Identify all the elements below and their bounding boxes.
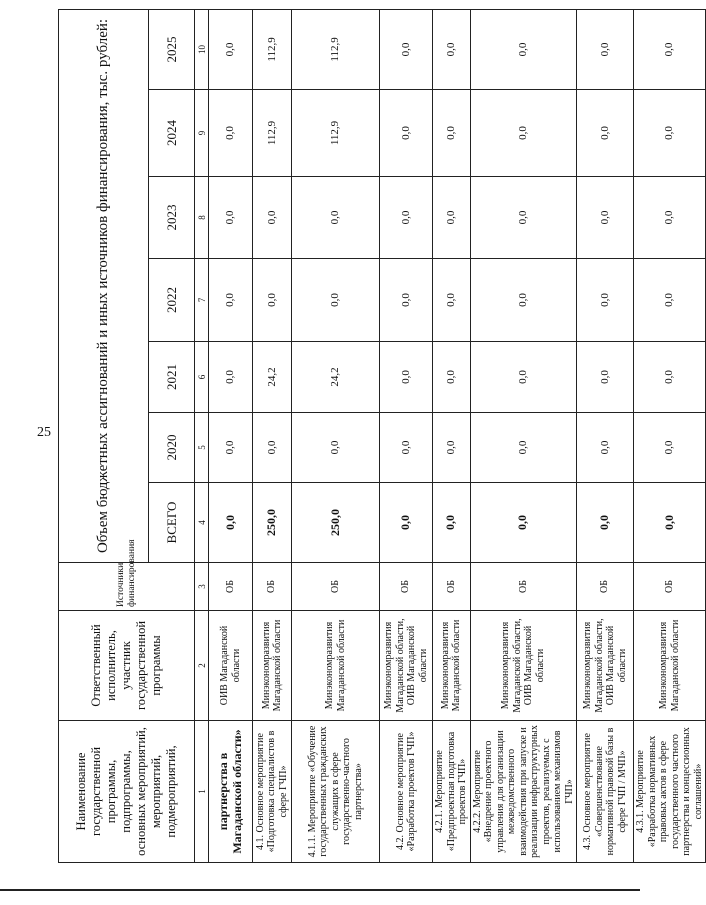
table-row xyxy=(292,9,380,862)
row-value: 0,0 xyxy=(634,259,706,342)
row-value: 0,0 xyxy=(470,9,577,89)
row-value: 0,0 xyxy=(433,413,471,483)
row-value: 0,0 xyxy=(577,342,634,413)
table-row xyxy=(209,9,253,862)
header-responsible: Ответственный исполнитель, участник государственной программы xyxy=(59,611,195,721)
row-name: 4.2.2. Мероприятие «Внедрение проектного управления для организации межведомственного взаимодействия при запуске и реализации инфраструктурных проектов, реализуемых с использованием механизмов ГЧП» xyxy=(470,721,577,863)
column-number: 8 xyxy=(195,177,209,259)
header-year: 2021 xyxy=(149,342,195,413)
row-value: 0,0 xyxy=(577,259,634,342)
header-name: Наименование государственной программы, подпрограммы, основных мероприятий, мероприятий, подмероприятий, xyxy=(59,721,195,863)
row-value: 0,0 xyxy=(634,342,706,413)
table-row xyxy=(577,9,634,862)
row-responsible: Минэкономразвития Магаданской области xyxy=(292,611,380,721)
row-value: 24,2 xyxy=(292,342,380,413)
row-value: 0,0 xyxy=(433,177,471,259)
row-source: ОБ xyxy=(433,563,471,611)
row-name: 4.1. Основное мероприятие «Подготовка специалистов в сфере ГЧП» xyxy=(253,721,292,863)
column-number: 4 xyxy=(195,483,209,563)
row-value: 0,0 xyxy=(634,177,706,259)
row-value: 0,0 xyxy=(209,259,253,342)
budget-table xyxy=(58,9,706,863)
row-value: 0,0 xyxy=(380,177,433,259)
row-source: ОБ xyxy=(292,563,380,611)
row-total: 0,0 xyxy=(470,483,577,563)
row-total: 250,0 xyxy=(292,483,380,563)
column-number: 2 xyxy=(195,611,209,721)
row-value: 0,0 xyxy=(634,413,706,483)
row-source: ОБ xyxy=(470,563,577,611)
row-total: 0,0 xyxy=(634,483,706,563)
row-value: 0,0 xyxy=(433,90,471,177)
header-total: ВСЕГО xyxy=(149,483,195,563)
row-name: 4.3. Основное мероприятие «Совершенствование нормативной правовой базы в сфере ГЧП / МЧП» xyxy=(577,721,634,863)
row-value: 0,0 xyxy=(253,177,292,259)
row-value: 0,0 xyxy=(634,9,706,89)
table-row xyxy=(380,9,433,862)
table-row xyxy=(470,9,577,862)
row-value: 0,0 xyxy=(209,177,253,259)
column-number: 5 xyxy=(195,413,209,483)
row-value: 0,0 xyxy=(433,342,471,413)
row-value: 0,0 xyxy=(380,259,433,342)
row-value: 0,0 xyxy=(634,90,706,177)
row-name: 4.2.1. Мероприятие «Предпроектная подготовка проектов ГЧП» xyxy=(433,721,471,863)
header-year: 2023 xyxy=(149,177,195,259)
row-responsible: Минэкономразвития Магаданской области, ОИВ Магаданской области xyxy=(470,611,577,721)
row-value: 112,9 xyxy=(292,90,380,177)
row-value: 0,0 xyxy=(433,259,471,342)
row-total: 0,0 xyxy=(433,483,471,563)
column-number-row xyxy=(195,9,209,862)
row-name: партнерства в Магаданской области» xyxy=(209,721,253,863)
row-value: 0,0 xyxy=(380,90,433,177)
row-total: 0,0 xyxy=(209,483,253,563)
row-value: 0,0 xyxy=(292,413,380,483)
row-value: 0,0 xyxy=(253,259,292,342)
header-year: 2025 xyxy=(149,9,195,89)
row-responsible: Минэкономразвития Магаданской области, ОИВ Магаданской области xyxy=(380,611,433,721)
row-value: 0,0 xyxy=(470,177,577,259)
row-value: 0,0 xyxy=(470,413,577,483)
row-total: 0,0 xyxy=(577,483,634,563)
column-number: 9 xyxy=(195,90,209,177)
row-value: 0,0 xyxy=(253,413,292,483)
row-name: 4.3.1. Мероприятие «Разработка нормативных правовых актов в сфере государственного частного партнерства и концессионных соглашений» xyxy=(634,721,706,863)
row-name: 4.2. Основное мероприятие «Разработка проектов ГЧП» xyxy=(380,721,433,863)
table-row xyxy=(253,9,292,862)
column-number: 7 xyxy=(195,259,209,342)
header-year: 2024 xyxy=(149,90,195,177)
header-year: 2022 xyxy=(149,259,195,342)
header-source: Источники финансирования xyxy=(59,563,195,611)
header-volume: Объем бюджетных ассигнований и иных источников финансирования, тыс. рублей: xyxy=(59,9,149,562)
row-value: 0,0 xyxy=(380,9,433,89)
row-value: 0,0 xyxy=(209,90,253,177)
column-number: 6 xyxy=(195,342,209,413)
column-number: 3 xyxy=(195,563,209,611)
row-value: 0,0 xyxy=(380,413,433,483)
row-responsible: Минэкономразвития Магаданской области, ОИВ Магаданской области xyxy=(577,611,634,721)
page-number: 25 xyxy=(37,425,51,440)
row-total: 250,0 xyxy=(253,483,292,563)
row-source: ОБ xyxy=(253,563,292,611)
row-source: ОБ xyxy=(209,563,253,611)
row-value: 0,0 xyxy=(470,90,577,177)
table-row xyxy=(433,9,471,862)
row-value: 0,0 xyxy=(209,413,253,483)
row-value: 24,2 xyxy=(253,342,292,413)
row-value: 0,0 xyxy=(209,342,253,413)
rotated-table-container xyxy=(58,10,704,863)
row-value: 0,0 xyxy=(577,90,634,177)
row-value: 0,0 xyxy=(577,9,634,89)
column-number: 1 xyxy=(195,721,209,863)
row-value: 112,9 xyxy=(253,90,292,177)
row-source: ОБ xyxy=(634,563,706,611)
row-responsible: ОИВ Магаданской области xyxy=(209,611,253,721)
row-total: 0,0 xyxy=(380,483,433,563)
row-value: 0,0 xyxy=(470,259,577,342)
row-responsible: Минэкономразвития Магаданской области xyxy=(433,611,471,721)
row-value: 0,0 xyxy=(577,177,634,259)
row-value: 112,9 xyxy=(253,9,292,89)
row-value: 0,0 xyxy=(292,177,380,259)
header-year: 2020 xyxy=(149,413,195,483)
bottom-rule-line xyxy=(0,889,640,891)
row-value: 112,9 xyxy=(292,9,380,89)
header-row-top xyxy=(59,9,149,862)
row-value: 0,0 xyxy=(380,342,433,413)
row-value: 0,0 xyxy=(577,413,634,483)
table-row xyxy=(634,9,706,862)
row-value: 0,0 xyxy=(470,342,577,413)
row-value: 0,0 xyxy=(292,259,380,342)
row-source: ОБ xyxy=(577,563,634,611)
row-value: 0,0 xyxy=(209,9,253,89)
row-responsible: Минэкономразвития Магаданской области xyxy=(634,611,706,721)
row-name: 4.1.1. Мероприятие «Обучение государственных гражданских служащих в сфере государственно-частного партнерства» xyxy=(292,721,380,863)
row-value: 0,0 xyxy=(433,9,471,89)
row-responsible: Минэкономразвития Магаданской области xyxy=(253,611,292,721)
column-number: 10 xyxy=(195,9,209,89)
row-source: ОБ xyxy=(380,563,433,611)
